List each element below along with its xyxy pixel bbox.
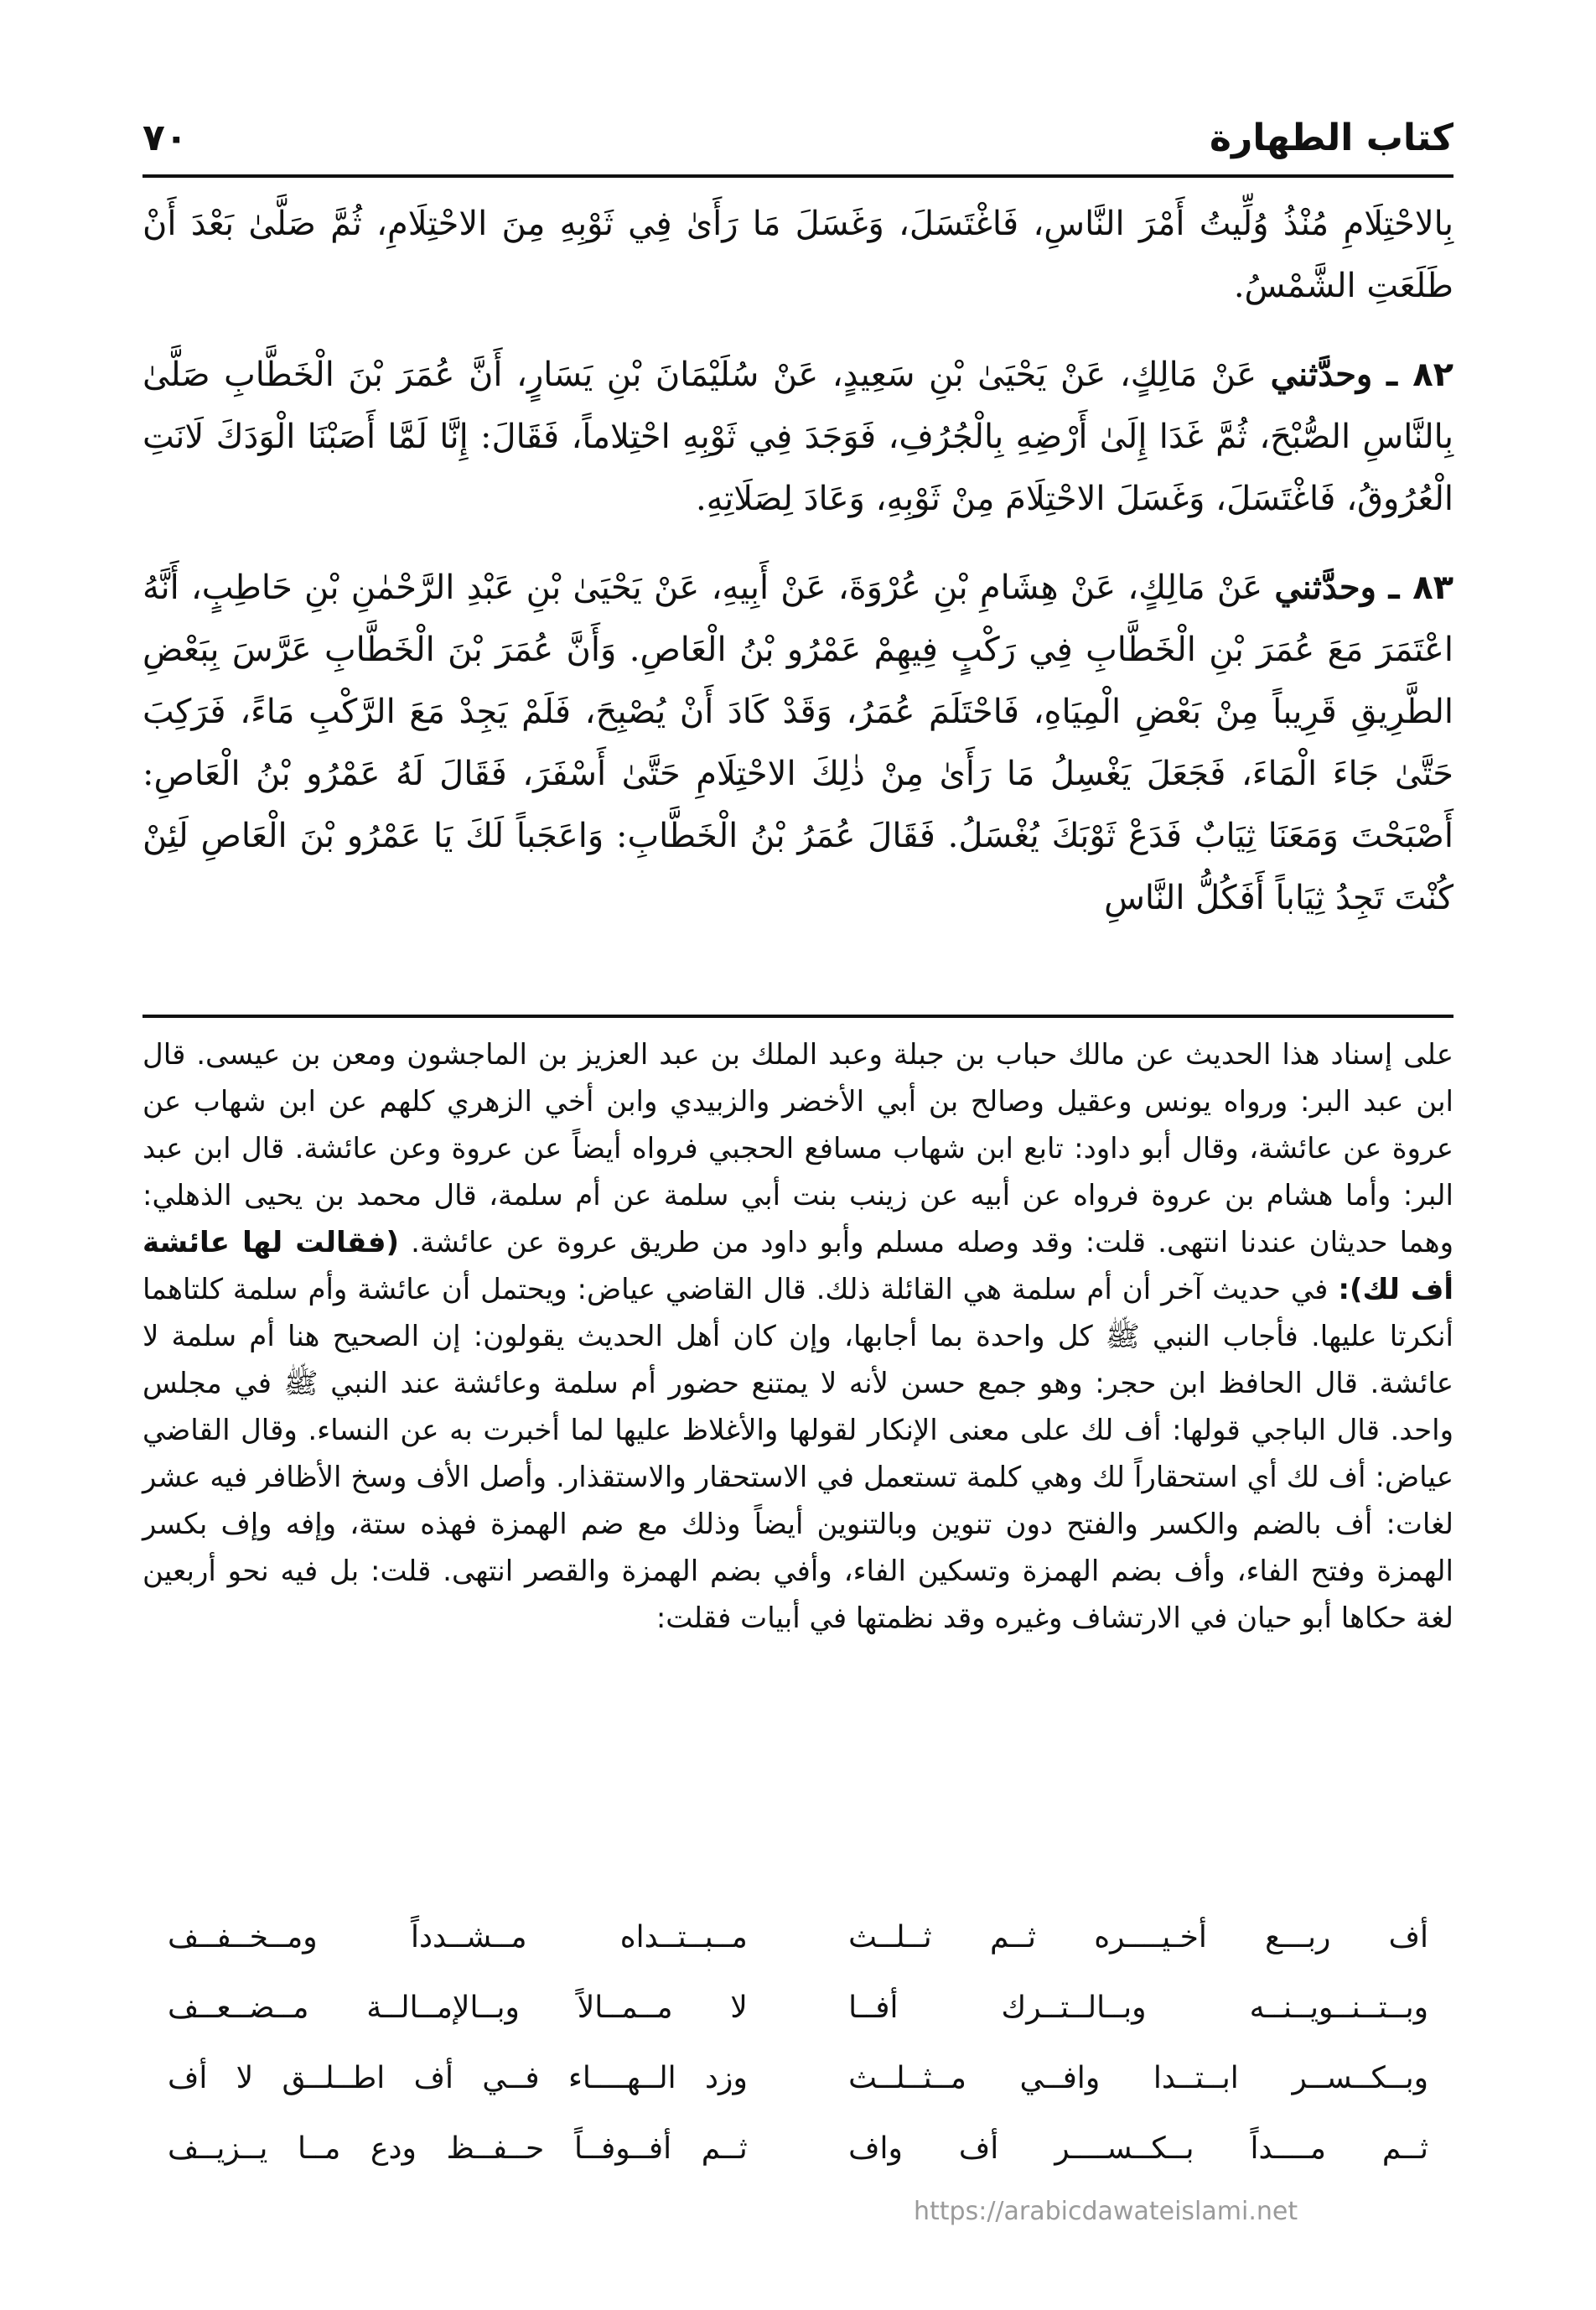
main-text: [142, 193, 1454, 956]
hadith-text: عَنْ مَالِكٍ، عَنْ يَحْيَىٰ بْنِ سَعِيدٍ، عَنْ سُلَيْمَانَ بْنِ يَسَارٍ، أَنَّ عُمَرَ بْنَ الْخَطَّابِ صَلَّىٰ بِالنَّاسِ الصُّبْحَ، ثُمَّ غَدَا إِلَىٰ أَرْضِهِ بِالْجُرُفِ، فَوَجَدَ فِي ثَوْبِهِ احْتِلاماً، فَقَالَ: إِنَّا لَمَّا أَصَبْنَا الْوَدَكَ لَانَتِ الْعُرُوقُ، فَاغْتَسَلَ، وَغَسَلَ الاحْتِلَامَ مِنْ ثَوْبِهِ، وَعَادَ لِصَلَاتِهِ.: [142, 356, 1454, 518]
header-divider: [142, 174, 1454, 178]
verse-second-half: لا مــمــالاً وبــالإمــالــة مــضــعــف: [168, 1990, 748, 2025]
verse-first-half: ثــم مــــداً بــكــســــر أف واف: [848, 2131, 1428, 2166]
hadith-text: عَنْ مَالِكٍ، عَنْ هِشَامِ بْنِ عُرْوَةَ، عَنْ أَبِيهِ، عَنْ يَحْيَىٰ بْنِ عَبْدِ الرَّحْمٰنِ بْنِ حَاطِبٍ، أَنَّهُ اعْتَمَرَ مَعَ عُمَرَ بْنِ الْخَطَّابِ فِي رَكْبٍ فِيهِمْ عَمْرُو بْنُ الْعَاصِ. وَأَنَّ عُمَرَ بْنَ الْخَطَّابِ عَرَّسَ بِبَعْضِ الطَّرِيقِ قَرِيباً مِنْ بَعْضِ الْمِيَاهِ، فَاحْتَلَمَ عُمَرُ، وَقَدْ كَادَ أَنْ يُصْبِحَ، فَلَمْ يَجِدْ مَعَ الرَّكْبِ مَاءً، فَرَكِبَ حَتَّىٰ جَاءَ الْمَاءَ، فَجَعَلَ يَغْسِلُ مَا رَأَىٰ مِنْ ذٰلِكَ الاحْتِلَامِ حَتَّىٰ أَسْفَرَ، فَقَالَ لَهُ عَمْرُو بْنُ الْعَاصِ: أَصْبَحْتَ وَمَعَنَا ثِيَابٌ فَدَعْ ثَوْبَكَ يُغْسَلُ. فَقَالَ عُمَرُ بْنُ الْخَطَّابِ: وَاعَجَباً لَكَ يَا عَمْرُو بْنَ الْعَاصِ لَئِنْ كُنْتَ تَجِدُ ثِيَاباً أَفَكُلُّ النَّاسِ: [142, 568, 1454, 917]
verse-first-half: وبــتــنــويــنــه وبــالــتــرك أفــا: [848, 1990, 1428, 2025]
verse-second-half: مــبــتــداه مــشــدداً ومــخــفــف: [168, 1919, 748, 1954]
commentary-paragraph: [142, 1031, 1454, 1642]
commentary-heading: (فقالت لها عائشة أف لك):: [142, 1226, 1454, 1306]
poem-verse: [168, 1902, 1428, 1972]
commentary: [142, 1031, 1454, 1642]
hadith-number: ٨٢ ـ: [1386, 356, 1454, 394]
hadith-lead: وحدَّثني: [1274, 568, 1376, 607]
commentary-text: في حديث آخر أن أم سلمة هي القائلة ذلك. قال القاضي عياض: ويحتمل أن عائشة وأم سلمة كلتاهما أنكرتا عليها. فأجاب النبي ﷺ كل واحدة بما أجابها، وإن كان أهل الحديث يقولون: إن الصحيح هنا أم سلمة لا عائشة. قال الحافظ ابن حجر: وهو جمع حسن لأنه لا يمتنع حضور أم سلمة وعائشة عند النبي ﷺ في مجلس واحد. قال الباجي قولها: أف لك على معنى الإنكار لقولها والأغلاظ عليها لما أخبرت به عن النساء. وقال القاضي عياض: أف لك أي استحقاراً لك وهي كلمة تستعمل في الاستحقار والاستقذار. وأصل الأف وسخ الأظافر فيه عشر لغات: أف بالضم والكسر والفتح دون تنوين وبالتنوين أيضاً وذلك مع ضم الهمزة فهذه ستة، وإفه وإف بكسر الهمزة وفتح الفاء، وأف بضم الهمزة وتسكين الفاء، وأفي بضم الهمزة والقصر انتهى. قلت: بل فيه نحو أربعين لغة حكاها أبو حيان في الارتشاف وغيره وقد نظمتها في أبيات فقلت:: [142, 1273, 1454, 1635]
verse-second-half: وزد الــهــــاء فــي أف اطــلــق لا أف: [168, 2060, 748, 2095]
verse-first-half: وبــكــســر ابــتــدا وافــي مــثــلــث: [848, 2060, 1428, 2095]
hadith-82: [142, 344, 1454, 530]
chapter-title: كتاب الطهارة: [1210, 117, 1454, 159]
commentary-text: على إسناد هذا الحديث عن مالك حباب بن جبلة وعبد الملك بن عبد العزيز بن الماجشون ومعن بن عيسى. قال ابن عبد البر: ورواه يونس وعقيل وصالح بن أبي الأخضر والزبيدي وابن أخي الزهري كلهم عن ابن شهاب عن عروة عن عائشة، وقال أبو داود: تابع ابن شهاب مسافع الحجبي فرواه أيضاً عن عروة وعن عائشة. قال ابن عبد البر: وأما هشام بن عروة فرواه عن أبيه عن زينب بنت أبي سلمة عن أم سلمة، قال محمد بن يحيى الذهلي: وهما حديثان عندنا انتهى. قلت: وقد وصله مسلم وأبو داود من طريق عروة عن عائشة.: [142, 1038, 1454, 1259]
poem-verse: [168, 2043, 1428, 2113]
verse-second-half: ثــم أفــوفــاً حــفــظ ودع مــا يــزيــف: [168, 2131, 748, 2166]
page-number: ٧٠: [142, 117, 188, 159]
paragraph-continuation: بِالاحْتِلَامِ مُنْذُ وُلِّيتُ أَمْرَ النَّاسِ، فَاغْتَسَلَ، وَغَسَلَ مَا رَأَىٰ فِي ثَوْبِهِ مِنَ الاحْتِلَامِ، ثُمَّ صَلَّىٰ بَعْدَ أَنْ طَلَعَتِ الشَّمْسُ.: [142, 205, 1454, 305]
page-header: [142, 101, 1454, 159]
poem-verse: [168, 1972, 1428, 2043]
hadith-lead: وحدَّثني: [1270, 355, 1373, 394]
hadith-83: [142, 557, 1454, 929]
verse-first-half: أف ربـــع أخـيــــره ثــم ثــلــث: [848, 1919, 1428, 1954]
hadith-number: ٨٣ ـ: [1388, 568, 1454, 607]
footnote-divider: [142, 1015, 1454, 1018]
poem-verse: [168, 2113, 1428, 2183]
watermark-url: https://arabicdawateislami.net: [914, 2197, 1298, 2226]
poem: [168, 1902, 1428, 2183]
